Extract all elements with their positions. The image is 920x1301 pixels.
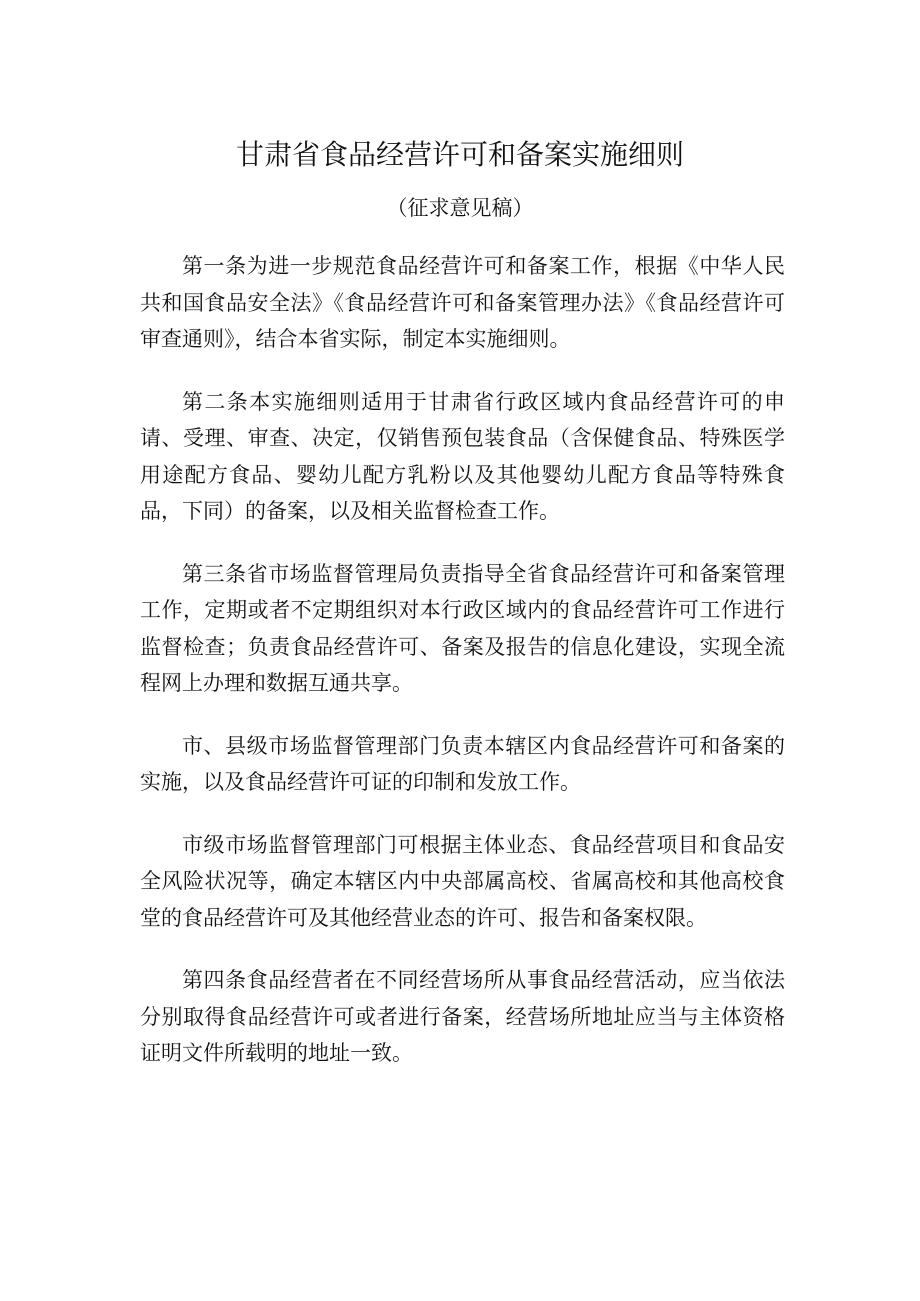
paragraph-article-3-city-county: 市、县级市场监督管理部门负责本辖区内食品经营许可和备案的实施，以及食品经营许可证的印制和发放工作。 [140,733,785,794]
paragraph-article-3: 第三条省市场监督管理局负责指导全省食品经营许可和备案管理工作，定期或者不定期组织对本行政区域内的食品经营许可工作进行监督检查；负责食品经营许可、备案及报告的信息化建设，实现全流程网上办理和数据互通共享。 [140,561,785,695]
paragraph-article-1: 第一条为进一步规范食品经营许可和备案工作，根据《中华人民共和国食品安全法》《食品经营许可和备案管理办法》《食品经营许可审查通则》，结合本省实际，制定本实施细则。 [140,254,785,351]
paragraph-article-3-city-level: 市级市场监督管理部门可根据主体业态、食品经营项目和食品安全风险状况等，确定本辖区内中央部属高校、省属高校和其他高校食堂的食品经营许可及其他经营业态的许可、报告和备案权限。 [140,832,785,930]
document-subtitle: （征求意见稿） [386,196,534,220]
paragraph-article-4: 第四条食品经营者在不同经营场所从事食品经营活动，应当依法分别取得食品经营许可或者进行备案，经营场所地址应当与主体资格证明文件所载明的地址一致。 [140,968,785,1065]
document-body [140,248,785,1098]
document-title: 甘肃省食品经营许可和备案实施细则 [235,138,684,171]
paragraph-article-2: 第二条本实施细则适用于甘肃省行政区域内食品经营许可的申请、受理、审查、决定，仅销售预包装食品（含保健食品、特殊医学用途配方食品、婴幼儿配方乳粉以及其他婴幼儿配方食品等特殊食品，下同）的备案，以及相关监督检查工作。 [140,389,785,523]
